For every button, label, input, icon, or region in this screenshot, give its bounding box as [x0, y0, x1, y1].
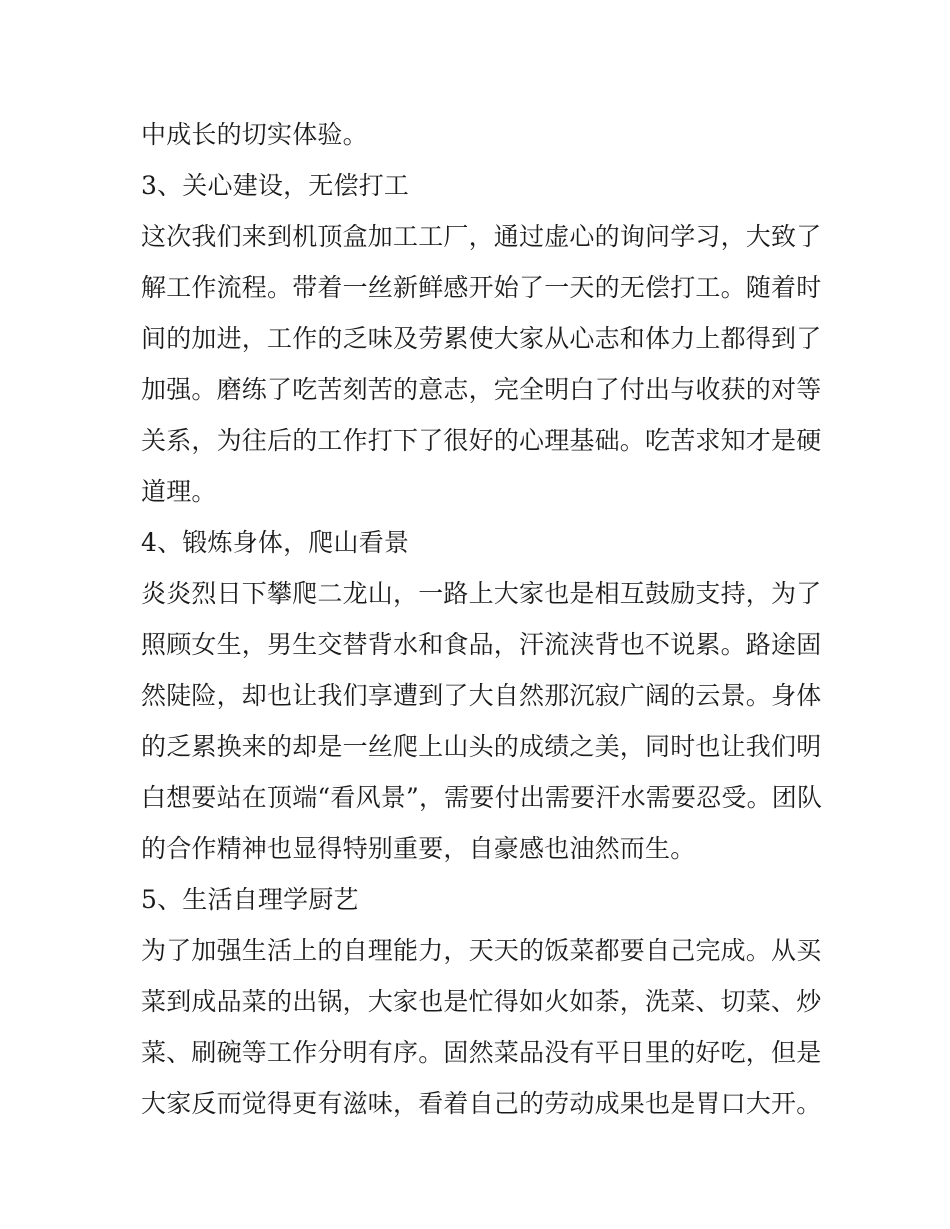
section-heading-3: 3、关心建设，无偿打工	[141, 171, 410, 200]
paragraph-line: 菜、刷碗等工作分明有序。固然菜品没有平日里的好吃，但是	[141, 1038, 822, 1067]
paragraph-line: 菜到成品菜的出锅，大家也是忙得如火如荼，洗菜、切菜、炒	[141, 987, 822, 1016]
section-heading-5: 5、生活自理学厨艺	[141, 885, 359, 914]
paragraph-line: 道理。	[141, 477, 217, 506]
paragraph-line: 白想要站在顶端“看风景”，需要付出需要汗水需要忍受。团队	[141, 783, 823, 812]
paragraph-line: 中成长的切实体验。	[141, 120, 368, 149]
paragraph-line: 炎炎烈日下攀爬二龙山，一路上大家也是相互鼓励支持，为了	[141, 579, 822, 608]
paragraph-line: 然陡险，却也让我们享遭到了大自然那沉寂广阔的云景。身体	[141, 681, 822, 710]
paragraph-line: 关系，为往后的工作打下了很好的心理基础。吃苦求知才是硬	[141, 426, 822, 455]
paragraph-line: 这次我们来到机顶盒加工工厂，通过虚心的询问学习，大致了	[141, 222, 822, 251]
paragraph-line: 照顾女生，男生交替背水和食品，汗流浃背也不说累。路途固	[141, 630, 822, 659]
section-heading-4: 4、锻炼身体，爬山看景	[141, 528, 410, 557]
paragraph-line: 的乏累换来的却是一丝爬上山头的成绩之美，同时也让我们明	[141, 732, 822, 761]
paragraph-line: 间的加进，工作的乏味及劳累使大家从心志和体力上都得到了	[141, 324, 822, 353]
paragraph-line: 大家反而觉得更有滋味，看着自己的劳动成果也是胃口大开。	[141, 1089, 822, 1118]
paragraph-line: 解工作流程。带着一丝新鲜感开始了一天的无偿打工。随着时	[141, 273, 822, 302]
document-body	[141, 109, 821, 1129]
paragraph-line: 为了加强生活上的自理能力，天天的饭菜都要自己完成。从买	[141, 936, 822, 965]
paragraph-line: 的合作精神也显得特别重要，自豪感也油然而生。	[141, 834, 696, 863]
paragraph-line: 加强。磨练了吃苦刻苦的意志，完全明白了付出与收获的对等	[141, 375, 822, 404]
